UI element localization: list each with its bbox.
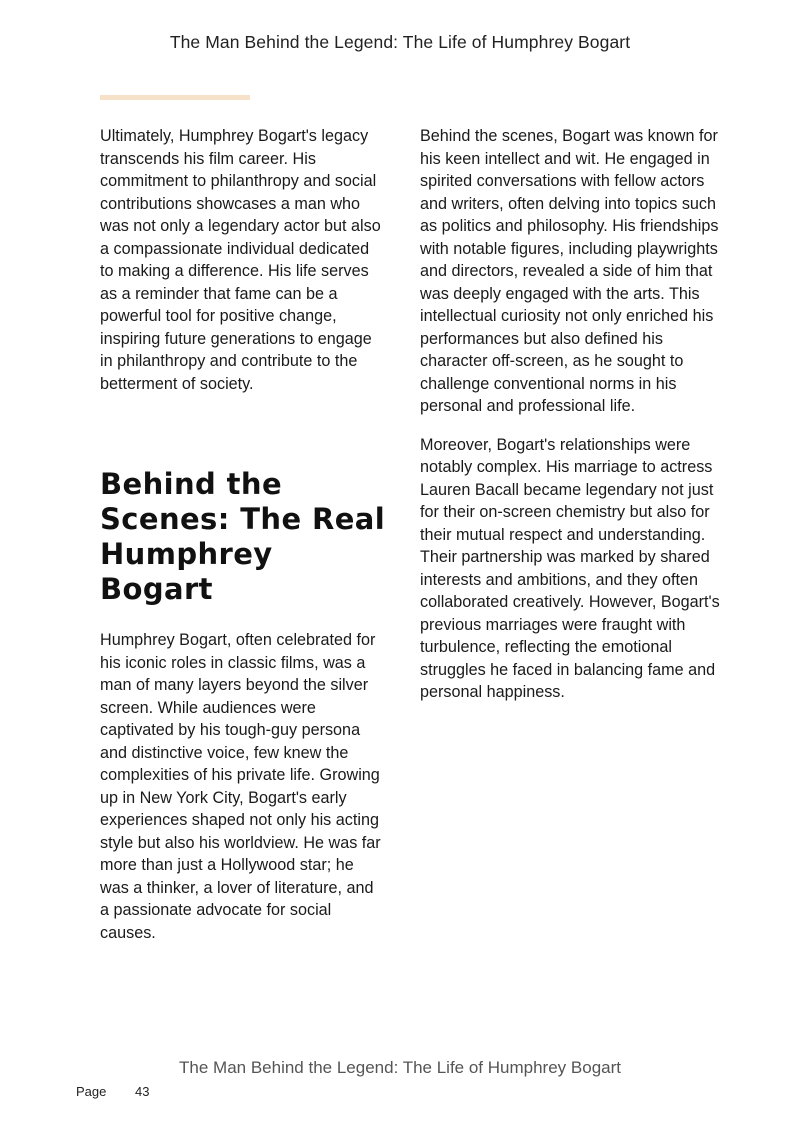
- accent-divider: [100, 95, 250, 100]
- intro-paragraph: Ultimately, Humphrey Bogart's legacy transcends his film career. His commitment to philanthropy and social contributions showcases a man who was not only a legendary actor but also a compassionate individual dedicated to making a difference. His life serves as a reminder that fame can be a powerful tool for positive change, inspiring future generations to engage in philanthropy and contribute to the betterment of society.: [100, 127, 381, 393]
- page-header-title: The Man Behind the Legend: The Life of Humphrey Bogart: [169, 32, 631, 52]
- right-paragraph-2: Moreover, Bogart's relationships were notably complex. His marriage to actress Lauren Bacall became legendary not just for their on-screen chemistry but also for their mutual respect and understanding. Their partnership was marked by shared interests and ambitions, and they often collaborated creatively. However, Bogart's previous marriages were fraught with turbulence, reflecting the emotional struggles he faced in balancing fame and personal happiness.: [420, 435, 720, 701]
- page-number: 43: [135, 1084, 150, 1099]
- section-heading: Behind the Scenes: The Real Humphrey Bogart: [100, 467, 386, 606]
- page-footer-title: The Man Behind the Legend: The Life of Humphrey Bogart: [179, 1058, 621, 1077]
- right-column: [420, 125, 720, 704]
- left-column-intro: [100, 125, 382, 395]
- right-paragraph-1: Behind the scenes, Bogart was known for his keen intellect and wit. He engaged in spirited conversations with fellow actors and writers, often delving into topics such as politics and philosophy. His friendships with notable figures, including playwrights and directors, revealed a side of him that was deeply engaged with the arts. This intellectual curiosity not only enriched his performances but also defined his character off-screen, as he sought to challenge conventional norms in his personal and professional life.: [420, 127, 719, 415]
- page-label: Page: [76, 1084, 107, 1099]
- section-paragraph: Humphrey Bogart, often celebrated for his iconic roles in classic films, was a man of many layers beyond the silver screen. While audiences were captivated by his tough-guy persona and distinctive voice, few knew the complexities of his private life. Growing up in New York City, Bogart's early experiences shaped not only his acting style but also his worldview. He was far more than just a Hollywood star; he was a thinker, a lover of literature, and a passionate advocate for social causes.: [100, 631, 381, 942]
- left-column-section-body: [100, 629, 385, 944]
